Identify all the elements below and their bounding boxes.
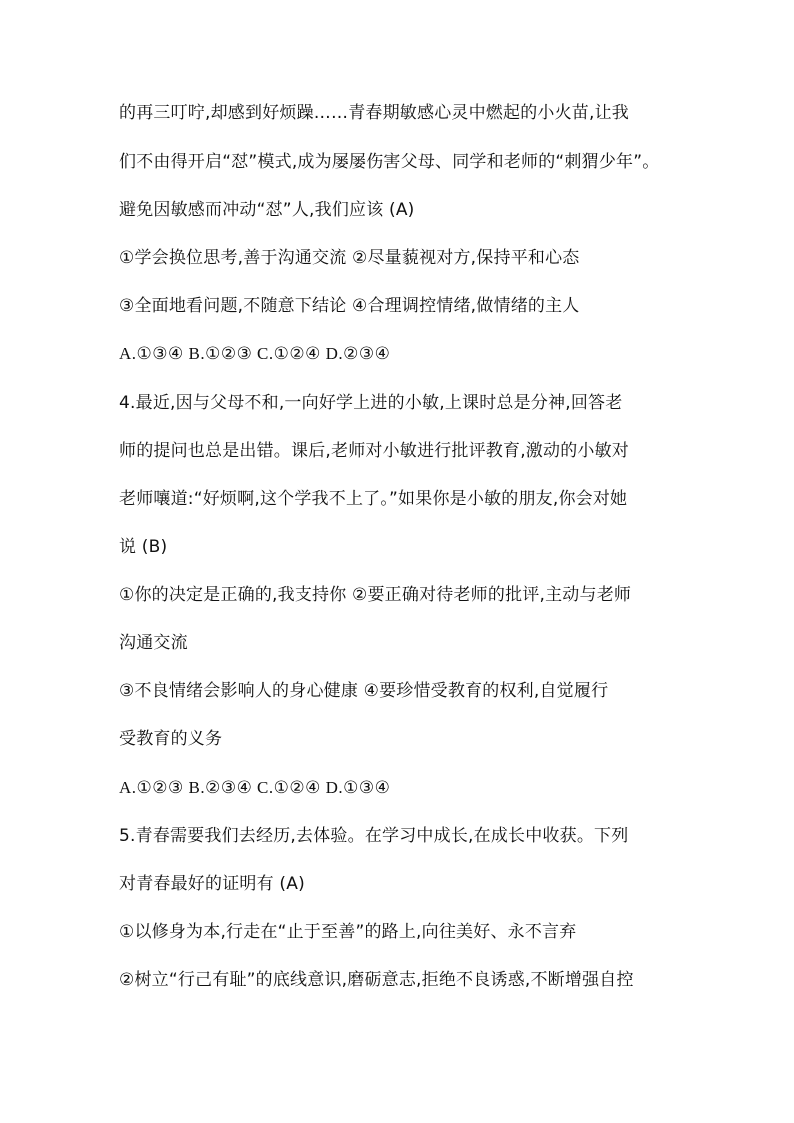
option-line: ③不良情绪会影响人的身心健康 ④要珍惜受教育的权利,自觉履行 [119, 681, 609, 701]
question-stem: 避免因敏感而冲动“怼”人,我们应该 (A) [119, 200, 415, 220]
text-line: 师的提问也总是出错。课后,老师对小敏进行批评教育,激动的小敏对 [119, 441, 630, 461]
option-line: ①学会换位思考,善于沟通交流 ②尽量藐视对方,保持平和心态 [119, 248, 580, 268]
option-line: 受教育的义务 [119, 729, 223, 749]
question-5-stem: 5.青春需要我们去经历,去体验。在学习中成长,在成长中收获。下列 [119, 826, 629, 846]
answer-choices: A.①③④ B.①②③ C.①②④ D.②③④ [119, 344, 391, 363]
question-4-stem: 4.最近,因与父母不和,一向好学上进的小敏,上课时总是分神,回答老 [119, 393, 623, 413]
answer-choices: A.①②③ B.②③④ C.①②④ D.①③④ [119, 778, 391, 797]
question-stem: 对青春最好的证明有 (A) [119, 874, 305, 894]
option-line: 沟通交流 [119, 633, 188, 653]
option-line: ②树立“行己有耻”的底线意识,磨砺意志,拒绝不良诱惑,不断增强自控 [119, 970, 634, 990]
option-line: ①以修身为本,行走在“止于至善”的路上,向往美好、永不言弃 [119, 922, 577, 942]
text-line: 们不由得开启“怼”模式,成为屡屡伤害父母、同学和老师的“刺猬少年”。 [119, 152, 660, 172]
question-stem: 说 (B) [119, 537, 168, 557]
text-line: 老师嚷道:“好烦啊,这个学我不上了。”如果你是小敏的朋友,你会对她 [119, 489, 628, 509]
option-line: ③全面地看问题,不随意下结论 ④合理调控情绪,做情绪的主人 [119, 296, 580, 316]
option-line: ①你的决定是正确的,我支持你 ②要正确对待老师的批评,主动与老师 [119, 585, 632, 605]
text-line: 的再三叮咛,却感到好烦躁……青春期敏感心灵中燃起的小火苗,让我 [119, 103, 630, 123]
